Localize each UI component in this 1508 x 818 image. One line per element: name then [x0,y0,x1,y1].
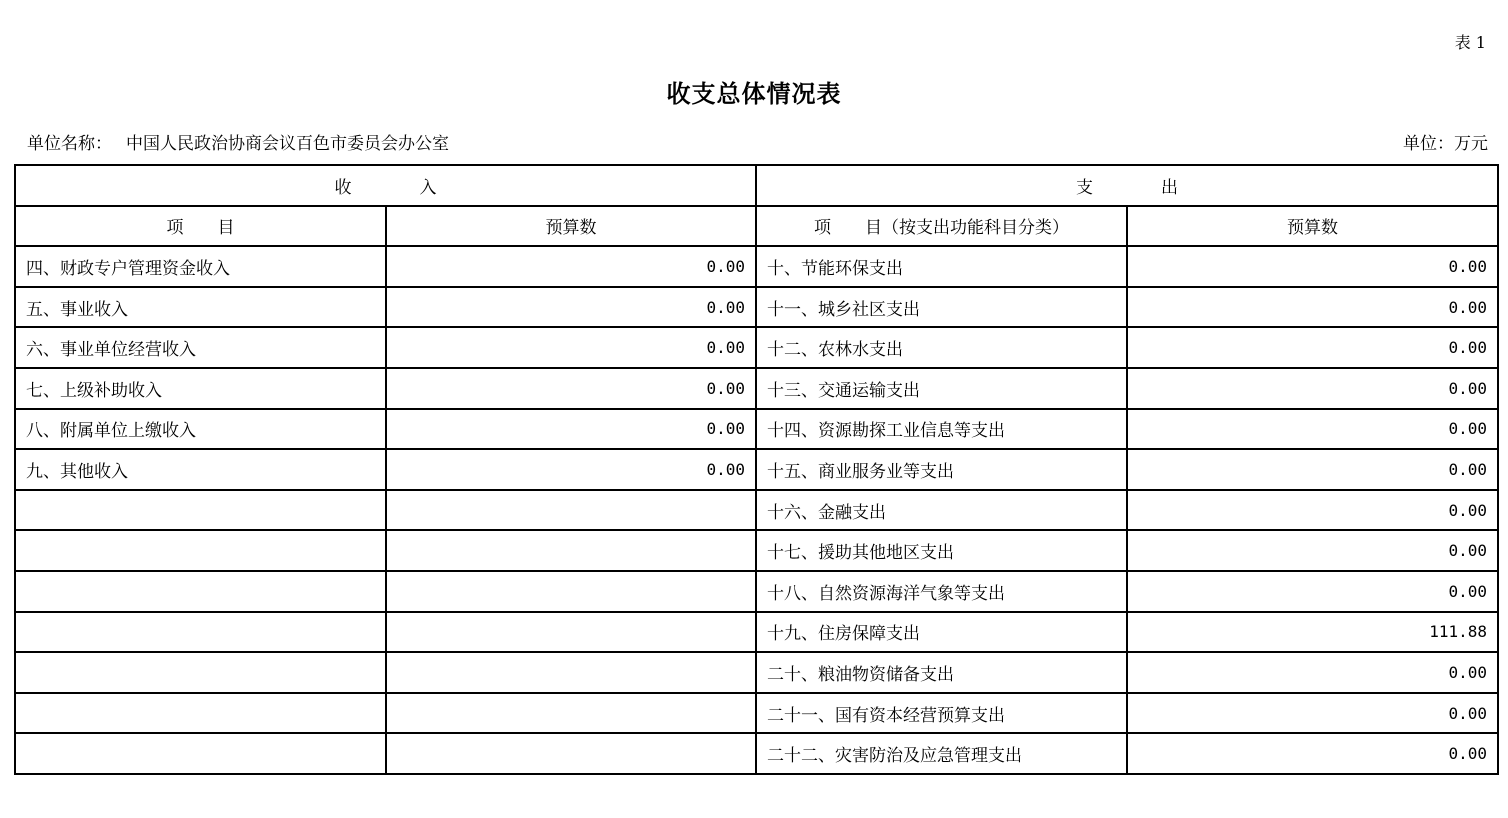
budget-table [14,164,1499,775]
column-header-row [15,206,1498,247]
expense-item-cell: 十三、交通运输支出 [756,368,1127,409]
income-item-cell [15,733,386,774]
expense-amount-cell: 0.00 [1127,368,1498,409]
table-row [15,652,1498,693]
expense-amount-cell: 0.00 [1127,530,1498,571]
expense-amount-cell: 0.00 [1127,652,1498,693]
income-amount-cell: 0.00 [386,409,756,450]
table-row [15,246,1498,287]
expense-amount-cell: 0.00 [1127,693,1498,734]
expense-item-cell: 二十一、国有资本经营预算支出 [756,693,1127,734]
income-item-cell [15,612,386,653]
expense-item-cell: 二十二、灾害防治及应急管理支出 [756,733,1127,774]
money-unit: 单位：万元 [1403,134,1488,154]
income-budget-column-header: 预算数 [386,206,756,247]
expense-amount-cell: 0.00 [1127,409,1498,450]
expense-item-cell: 十二、农林水支出 [756,327,1127,368]
income-amount-cell [386,693,756,734]
income-item-column-header: 项 目 [15,206,386,247]
expense-amount-cell: 0.00 [1127,733,1498,774]
expense-budget-column-header: 预算数 [1127,206,1498,247]
income-amount-cell [386,733,756,774]
table-row [15,612,1498,653]
income-item-cell: 六、事业单位经营收入 [15,327,386,368]
expense-item-cell: 十七、援助其他地区支出 [756,530,1127,571]
income-amount-cell [386,490,756,531]
table-row [15,327,1498,368]
income-amount-cell [386,530,756,571]
income-amount-cell [386,571,756,612]
expense-item-column-header: 项 目（按支出功能科目分类） [756,206,1127,247]
table-row [15,530,1498,571]
income-item-cell [15,652,386,693]
expense-amount-cell: 111.88 [1127,612,1498,653]
income-amount-cell: 0.00 [386,449,756,490]
table-row [15,693,1498,734]
income-amount-cell: 0.00 [386,287,756,328]
expense-amount-cell: 0.00 [1127,571,1498,612]
expense-item-cell: 十八、自然资源海洋气象等支出 [756,571,1127,612]
income-item-cell: 七、上级补助收入 [15,368,386,409]
income-amount-cell: 0.00 [386,368,756,409]
unit-name-label: 单位名称： [27,134,112,154]
income-amount-cell: 0.00 [386,246,756,287]
expense-item-cell: 十五、商业服务业等支出 [756,449,1127,490]
expense-amount-cell: 0.00 [1127,449,1498,490]
table-number: 表 1 [1454,33,1486,52]
income-item-cell [15,490,386,531]
income-item-cell: 八、附属单位上缴收入 [15,409,386,450]
table-row [15,490,1498,531]
income-item-cell: 四、财政专户管理资金收入 [15,246,386,287]
income-amount-cell [386,612,756,653]
unit-name [27,129,449,154]
table-row [15,733,1498,774]
income-item-cell: 五、事业收入 [15,287,386,328]
expense-amount-cell: 0.00 [1127,287,1498,328]
income-amount-cell [386,652,756,693]
income-item-cell [15,693,386,734]
expense-amount-cell: 0.00 [1127,327,1498,368]
expense-item-cell: 十一、城乡社区支出 [756,287,1127,328]
income-item-cell: 九、其他收入 [15,449,386,490]
expense-item-cell: 十四、资源勘探工业信息等支出 [756,409,1127,450]
table-row [15,368,1498,409]
table-row [15,449,1498,490]
expense-section-header: 支 出 [756,165,1498,206]
section-header-row [15,165,1498,206]
table-row [15,409,1498,450]
expense-item-cell: 十九、住房保障支出 [756,612,1127,653]
unit-name-value: 中国人民政治协商会议百色市委员会办公室 [126,134,449,154]
income-item-cell [15,530,386,571]
income-item-cell [15,571,386,612]
expense-item-cell: 二十、粮油物资储备支出 [756,652,1127,693]
income-amount-cell: 0.00 [386,327,756,368]
expense-item-cell: 十、节能环保支出 [756,246,1127,287]
expense-amount-cell: 0.00 [1127,246,1498,287]
expense-amount-cell: 0.00 [1127,490,1498,531]
expense-item-cell: 十六、金融支出 [756,490,1127,531]
table-row [15,287,1498,328]
page-title: 收支总体情况表 [666,80,842,108]
income-section-header: 收 入 [15,165,756,206]
table-row [15,571,1498,612]
